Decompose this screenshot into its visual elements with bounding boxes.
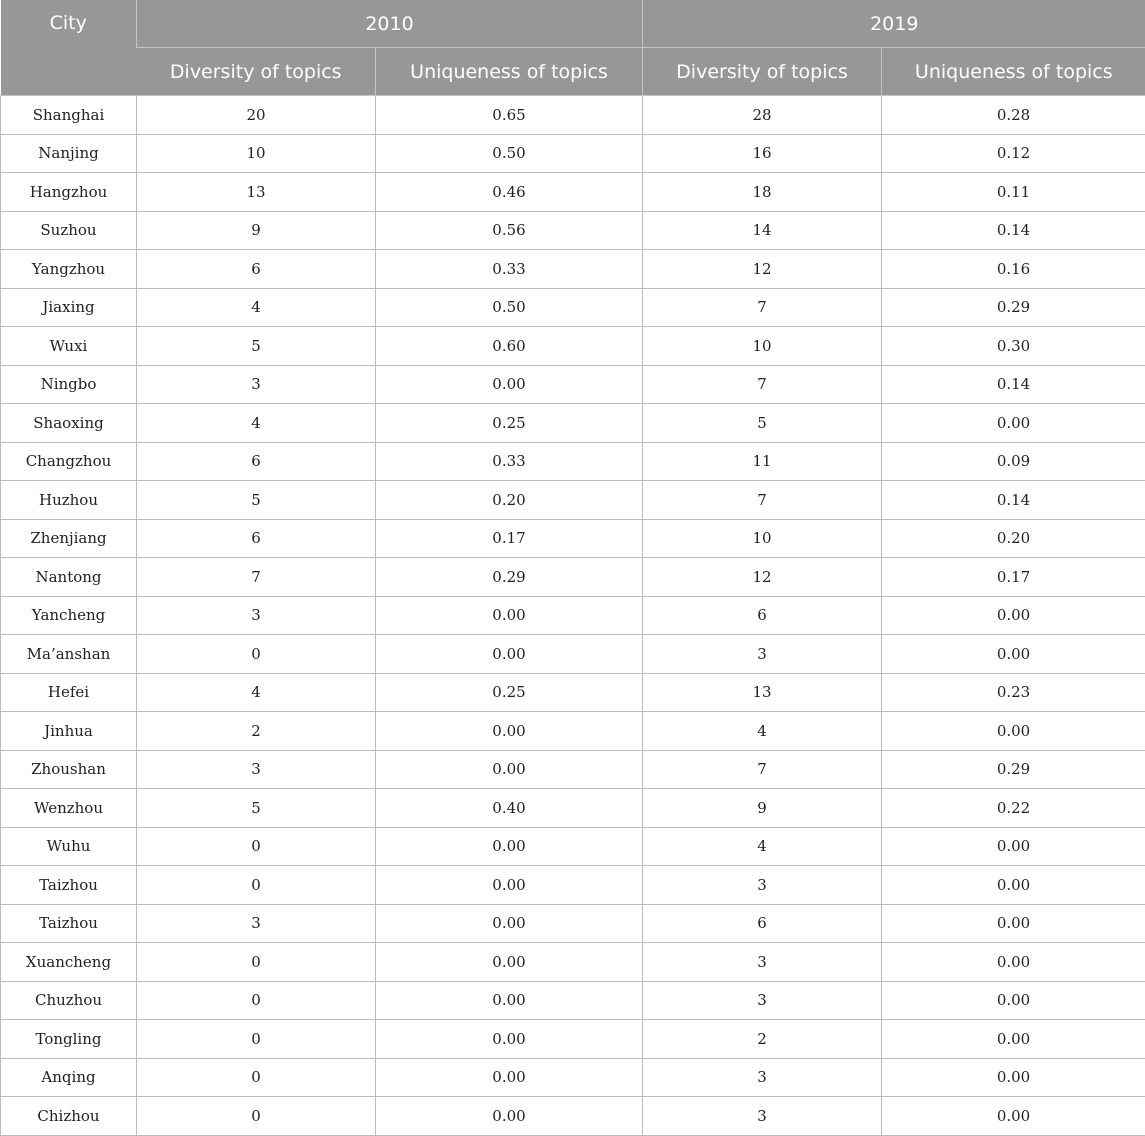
cell-uniqueness-2010: 0.00 [376,866,643,905]
cell-diversity-2019: 14 [643,211,882,250]
cell-uniqueness-2010: 0.56 [376,211,643,250]
cell-uniqueness-2010: 0.00 [376,1058,643,1097]
cell-uniqueness-2010: 0.60 [376,327,643,366]
cell-city: Zhoushan [1,750,137,789]
cell-uniqueness-2019: 0.11 [882,173,1145,212]
cell-city: Chuzhou [1,981,137,1020]
table-row [1,288,1145,327]
cell-city: Huzhou [1,481,137,520]
cell-city: Ningbo [1,365,137,404]
cell-diversity-2019: 3 [643,943,882,982]
cell-uniqueness-2019: 0.12 [882,134,1145,173]
cell-diversity-2010: 0 [137,827,376,866]
cell-uniqueness-2010: 0.00 [376,365,643,404]
cell-uniqueness-2010: 0.00 [376,750,643,789]
table-row [1,712,1145,751]
cell-uniqueness-2019: 0.00 [882,904,1145,943]
cell-diversity-2019: 11 [643,442,882,481]
cell-city: Nanjing [1,134,137,173]
cell-diversity-2010: 0 [137,943,376,982]
cell-uniqueness-2010: 0.46 [376,173,643,212]
header-year-2019: 2019 [643,0,1145,48]
cell-uniqueness-2019: 0.00 [882,866,1145,905]
cell-city: Taizhou [1,866,137,905]
cell-uniqueness-2010: 0.50 [376,134,643,173]
cell-diversity-2019: 3 [643,1058,882,1097]
header-diversity-2019: Diversity of topics [643,48,882,96]
cell-diversity-2010: 9 [137,211,376,250]
header-city: City [1,0,137,96]
cell-uniqueness-2019: 0.00 [882,943,1145,982]
cell-city: Shaoxing [1,404,137,443]
header-row-years [1,0,1145,48]
cell-uniqueness-2010: 0.17 [376,519,643,558]
cell-diversity-2019: 9 [643,789,882,828]
table-row [1,481,1145,520]
table-row [1,173,1145,212]
cell-diversity-2019: 6 [643,904,882,943]
header-uniqueness-2019: Uniqueness of topics [882,48,1145,96]
cell-uniqueness-2010: 0.50 [376,288,643,327]
cell-diversity-2019: 3 [643,635,882,674]
cell-city: Chizhou [1,1097,137,1136]
table-row [1,365,1145,404]
cell-city: Wuhu [1,827,137,866]
cell-diversity-2019: 4 [643,712,882,751]
cell-city: Anqing [1,1058,137,1097]
cell-diversity-2010: 13 [137,173,376,212]
cell-city: Jiaxing [1,288,137,327]
table-row [1,558,1145,597]
cell-city: Wuxi [1,327,137,366]
cell-diversity-2010: 3 [137,596,376,635]
cell-uniqueness-2019: 0.00 [882,1097,1145,1136]
cell-uniqueness-2019: 0.17 [882,558,1145,597]
table-row [1,635,1145,674]
table-row [1,134,1145,173]
cell-uniqueness-2019: 0.00 [882,712,1145,751]
cell-diversity-2010: 3 [137,904,376,943]
cell-uniqueness-2019: 0.30 [882,327,1145,366]
cell-city: Nantong [1,558,137,597]
cell-uniqueness-2010: 0.25 [376,404,643,443]
cell-city: Shanghai [1,96,137,135]
table-row [1,673,1145,712]
cell-diversity-2019: 18 [643,173,882,212]
cell-uniqueness-2010: 0.00 [376,1020,643,1059]
table-row [1,1097,1145,1136]
table-row [1,866,1145,905]
cell-uniqueness-2019: 0.00 [882,596,1145,635]
cell-diversity-2010: 4 [137,673,376,712]
table-row [1,96,1145,135]
table-row [1,519,1145,558]
cell-diversity-2010: 4 [137,288,376,327]
table-row [1,1058,1145,1097]
cell-diversity-2010: 6 [137,519,376,558]
table-row [1,442,1145,481]
cell-diversity-2010: 0 [137,981,376,1020]
cell-diversity-2019: 28 [643,96,882,135]
cell-diversity-2010: 0 [137,1097,376,1136]
cell-diversity-2019: 13 [643,673,882,712]
cell-diversity-2019: 7 [643,481,882,520]
cell-city: Yancheng [1,596,137,635]
cell-uniqueness-2010: 0.00 [376,943,643,982]
cell-uniqueness-2019: 0.00 [882,827,1145,866]
cell-city: Ma’anshan [1,635,137,674]
cell-city: Hangzhou [1,173,137,212]
header-diversity-2010: Diversity of topics [137,48,376,96]
cell-diversity-2010: 0 [137,635,376,674]
cell-uniqueness-2019: 0.22 [882,789,1145,828]
cell-diversity-2010: 0 [137,866,376,905]
cell-uniqueness-2010: 0.00 [376,712,643,751]
cell-city: Changzhou [1,442,137,481]
table-row [1,211,1145,250]
table-row [1,250,1145,289]
cell-uniqueness-2019: 0.00 [882,1058,1145,1097]
table-row [1,827,1145,866]
cell-city: Xuancheng [1,943,137,982]
cell-city: Yangzhou [1,250,137,289]
table-row [1,981,1145,1020]
cell-uniqueness-2019: 0.14 [882,211,1145,250]
cell-diversity-2019: 10 [643,519,882,558]
cell-uniqueness-2010: 0.33 [376,442,643,481]
cell-diversity-2010: 6 [137,250,376,289]
cell-uniqueness-2010: 0.40 [376,789,643,828]
cell-uniqueness-2019: 0.00 [882,404,1145,443]
cell-diversity-2019: 3 [643,1097,882,1136]
cell-uniqueness-2019: 0.29 [882,750,1145,789]
table-row [1,596,1145,635]
cell-diversity-2019: 7 [643,750,882,789]
cell-diversity-2010: 5 [137,789,376,828]
cell-diversity-2019: 16 [643,134,882,173]
cell-diversity-2010: 20 [137,96,376,135]
cell-uniqueness-2019: 0.00 [882,981,1145,1020]
cell-city: Hefei [1,673,137,712]
table-row [1,327,1145,366]
cell-uniqueness-2010: 0.25 [376,673,643,712]
cell-uniqueness-2019: 0.16 [882,250,1145,289]
cell-diversity-2010: 2 [137,712,376,751]
cell-diversity-2019: 3 [643,866,882,905]
cell-city: Zhenjiang [1,519,137,558]
table-row [1,750,1145,789]
cell-uniqueness-2010: 0.00 [376,635,643,674]
cell-diversity-2019: 5 [643,404,882,443]
cell-uniqueness-2019: 0.14 [882,481,1145,520]
cell-city: Jinhua [1,712,137,751]
table-row [1,1020,1145,1059]
cell-uniqueness-2010: 0.33 [376,250,643,289]
cell-uniqueness-2019: 0.14 [882,365,1145,404]
cell-diversity-2010: 7 [137,558,376,597]
cell-diversity-2019: 6 [643,596,882,635]
cell-diversity-2010: 3 [137,750,376,789]
header-row-metrics [1,48,1145,96]
cell-diversity-2010: 4 [137,404,376,443]
table-row [1,943,1145,982]
cell-diversity-2019: 3 [643,981,882,1020]
cell-city: Wenzhou [1,789,137,828]
cell-diversity-2019: 2 [643,1020,882,1059]
cell-uniqueness-2010: 0.00 [376,827,643,866]
cell-diversity-2010: 0 [137,1058,376,1097]
cell-uniqueness-2010: 0.65 [376,96,643,135]
cell-city: Suzhou [1,211,137,250]
table-header [1,0,1145,96]
cell-uniqueness-2019: 0.00 [882,635,1145,674]
cell-diversity-2010: 6 [137,442,376,481]
cell-diversity-2010: 3 [137,365,376,404]
cell-diversity-2010: 5 [137,481,376,520]
header-year-2010: 2010 [137,0,643,48]
table-body [1,96,1145,1136]
cell-diversity-2019: 12 [643,558,882,597]
cell-diversity-2010: 10 [137,134,376,173]
cell-diversity-2010: 5 [137,327,376,366]
cell-diversity-2010: 0 [137,1020,376,1059]
cell-uniqueness-2010: 0.00 [376,1097,643,1136]
cell-uniqueness-2019: 0.29 [882,288,1145,327]
cell-uniqueness-2019: 0.20 [882,519,1145,558]
cell-uniqueness-2010: 0.20 [376,481,643,520]
header-uniqueness-2010: Uniqueness of topics [376,48,643,96]
cell-diversity-2019: 12 [643,250,882,289]
cell-diversity-2019: 7 [643,365,882,404]
cell-uniqueness-2019: 0.28 [882,96,1145,135]
cell-uniqueness-2019: 0.23 [882,673,1145,712]
table-row [1,404,1145,443]
cell-uniqueness-2010: 0.00 [376,981,643,1020]
cell-uniqueness-2010: 0.00 [376,904,643,943]
cell-city: Tongling [1,1020,137,1059]
cell-diversity-2019: 7 [643,288,882,327]
cell-city: Taizhou [1,904,137,943]
table-row [1,904,1145,943]
cell-diversity-2019: 4 [643,827,882,866]
cell-uniqueness-2019: 0.09 [882,442,1145,481]
cell-uniqueness-2010: 0.00 [376,596,643,635]
cell-uniqueness-2010: 0.29 [376,558,643,597]
cell-diversity-2019: 10 [643,327,882,366]
cell-uniqueness-2019: 0.00 [882,1020,1145,1059]
table-row [1,789,1145,828]
